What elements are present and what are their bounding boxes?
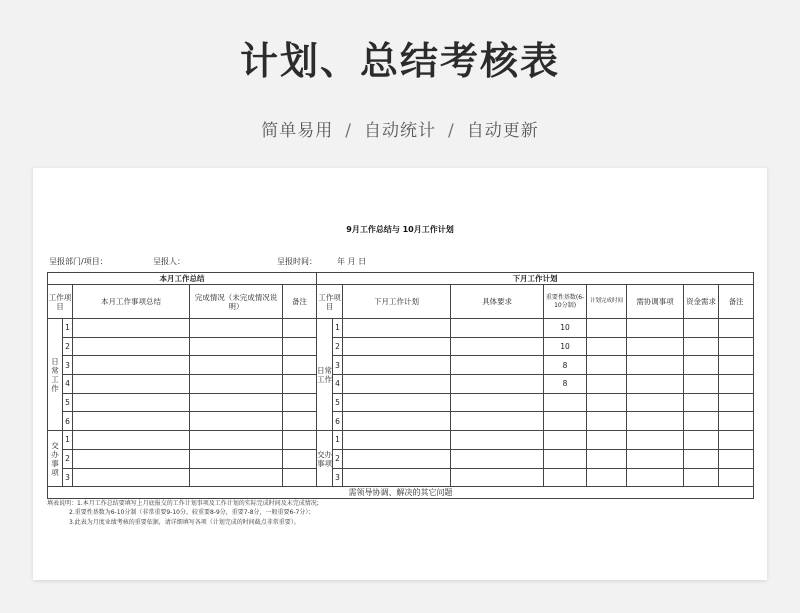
summary-cell[interactable] [73,412,190,431]
weight-cell[interactable] [544,412,587,431]
meta-department: 呈报部门/项目： [49,257,108,266]
completion-cell[interactable] [190,468,283,487]
weight-cell[interactable]: 8 [544,356,587,375]
row-number: 3 [63,468,73,487]
feature-tagline [0,116,800,141]
plan-cell[interactable] [343,375,451,394]
section-summary-header: 本月工作总结 [48,273,317,285]
remark-cell[interactable] [283,375,317,394]
meta-reporter: 呈报人： [153,257,185,266]
requirement-cell[interactable] [451,337,544,356]
coordination-cell[interactable] [627,319,684,338]
col-remark-left: 备注 [283,285,317,319]
plan-time-cell[interactable] [587,431,627,450]
plan-time-cell[interactable] [587,468,627,487]
meta-date-fields: 年 月 日 [337,257,367,266]
requirement-cell[interactable] [451,412,544,431]
coordination-cell[interactable] [627,337,684,356]
plan-time-cell[interactable] [587,319,627,338]
row-number: 4 [63,375,73,394]
funding-cell[interactable] [684,319,719,338]
weight-cell[interactable]: 10 [544,337,587,356]
requirement-cell[interactable] [451,468,544,487]
plan-cell[interactable] [343,337,451,356]
funding-cell[interactable] [684,431,719,450]
funding-cell[interactable] [684,337,719,356]
feature-easy: 简单易用 [261,121,334,141]
note-line-1: 填表说明：1.本月工作总结要填写上月底报交的工作计划事项及工作计划的实际完成时间及未完成情况; [47,500,319,507]
funding-cell[interactable] [684,375,719,394]
weight-cell[interactable] [544,431,587,450]
meta-report-time: 呈报时间： [277,257,317,266]
plan-time-cell[interactable] [587,356,627,375]
remark-cell[interactable] [283,319,317,338]
col-remark-right: 备注 [719,285,754,319]
requirement-cell[interactable] [451,319,544,338]
table-row [48,412,754,431]
table-row [48,449,754,468]
requirement-cell[interactable] [451,375,544,394]
row-number: 4 [333,375,343,394]
summary-cell[interactable] [73,337,190,356]
group-assigned-right: 交办事项 [317,431,333,487]
coordination-cell[interactable] [627,393,684,412]
row-number: 2 [63,449,73,468]
weight-cell[interactable]: 8 [544,375,587,394]
feature-auto-update: 自动更新 [466,121,539,141]
funding-cell[interactable] [684,356,719,375]
remark-cell[interactable] [283,412,317,431]
completion-cell[interactable] [190,319,283,338]
remark-cell[interactable] [719,449,754,468]
remark-cell[interactable] [283,337,317,356]
remark-cell[interactable] [719,431,754,450]
weight-cell[interactable] [544,468,587,487]
row-number: 1 [333,319,343,338]
remark-cell[interactable] [283,356,317,375]
funding-cell[interactable] [684,393,719,412]
coordination-cell[interactable] [627,431,684,450]
plan-cell[interactable] [343,412,451,431]
summary-cell[interactable] [73,356,190,375]
plan-cell[interactable] [343,393,451,412]
row-number: 6 [333,412,343,431]
remark-cell[interactable] [283,468,317,487]
weight-cell[interactable] [544,449,587,468]
row-number: 5 [333,393,343,412]
col-plan-time: 计划完成时间 [587,285,627,319]
completion-cell[interactable] [190,337,283,356]
completion-cell[interactable] [190,449,283,468]
col-coordination: 需协调事项 [627,285,684,319]
completion-cell[interactable] [190,412,283,431]
table-row [48,393,754,412]
remark-cell[interactable] [719,319,754,338]
document-sheet [33,168,767,580]
completion-cell[interactable] [190,356,283,375]
feature-auto-stats: 自动统计 [364,121,436,141]
plan-cell[interactable] [343,468,451,487]
col-completion: 完成情况（未完成情况说明） [190,285,283,319]
col-weight: 重要性基数(6-10分制) [544,285,587,319]
summary-cell[interactable] [73,468,190,487]
table-row [48,431,754,450]
coordination-cell[interactable] [627,449,684,468]
table-row [48,375,754,394]
weight-cell[interactable] [544,393,587,412]
row-number: 1 [63,431,73,450]
remark-cell[interactable] [283,431,317,450]
plan-time-cell[interactable] [587,393,627,412]
row-number: 6 [63,412,73,431]
row-number: 2 [63,337,73,356]
plan-cell[interactable] [343,449,451,468]
row-number: 3 [333,468,343,487]
section-plan-header: 下月工作计划 [317,273,754,285]
remark-cell[interactable] [719,337,754,356]
col-work-item: 工作项目 [48,285,73,319]
requirement-cell[interactable] [451,356,544,375]
row-number: 1 [63,319,73,338]
remark-cell[interactable] [283,393,317,412]
coordination-cell[interactable] [627,356,684,375]
row-number: 2 [333,449,343,468]
remark-cell[interactable] [719,375,754,394]
note-line-2: 2.重要性基数为6-10分制（非常重要9-10分，较重要8-9分，重要7-8分，一般重要6-7分）； [69,509,315,517]
summary-cell[interactable] [73,431,190,450]
col-requirements: 具体要求 [451,285,544,319]
coordination-cell[interactable] [627,412,684,431]
separator: / [448,121,455,141]
plan-time-cell[interactable] [587,337,627,356]
requirement-cell[interactable] [451,431,544,450]
coordination-cell[interactable] [627,375,684,394]
funding-cell[interactable] [684,412,719,431]
footer-issues-row[interactable]: 需领导协调、解决的其它问题 [48,487,754,499]
funding-cell[interactable] [684,449,719,468]
remark-cell[interactable] [283,449,317,468]
summary-cell[interactable] [73,449,190,468]
table-row [48,356,754,375]
remark-cell[interactable] [719,356,754,375]
completion-cell[interactable] [190,375,283,394]
weight-cell[interactable]: 10 [544,319,587,338]
remark-cell[interactable] [719,412,754,431]
table-row [48,337,754,356]
table-row [48,468,754,487]
row-number: 1 [333,431,343,450]
row-number: 2 [333,337,343,356]
page-title: 计划、总结考核表 [239,39,560,83]
note-line-3: 3.此表为月度业绩考核的重要依据，请详细填写各项（计划完成的时间截点非常重要）。 [69,518,300,526]
row-number: 3 [63,356,73,375]
funding-cell[interactable] [684,468,719,487]
completion-cell[interactable] [190,393,283,412]
col-funding: 资金需求 [684,285,719,319]
requirement-cell[interactable] [451,449,544,468]
col-work-item-right: 工作项目 [317,285,343,319]
separator: / [345,121,352,141]
coordination-cell[interactable] [627,468,684,487]
completion-cell[interactable] [190,431,283,450]
requirement-cell[interactable] [451,393,544,412]
plan-time-cell[interactable] [587,449,627,468]
plan-cell[interactable] [343,319,451,338]
table-row [48,319,754,338]
group-daily-left: 日常工作 [48,319,63,431]
document-title: 9月工作总结与 10月工作计划 [346,225,454,234]
row-number: 3 [333,356,343,375]
group-daily-right: 日常工作 [317,319,333,431]
fill-instructions [47,499,319,527]
summary-cell[interactable] [73,375,190,394]
summary-cell[interactable] [73,393,190,412]
plan-time-cell[interactable] [587,375,627,394]
col-next-plan: 下月工作计划 [343,285,451,319]
col-month-summary: 本月工作事项总结 [73,285,190,319]
plan-summary-table [47,272,754,499]
remark-cell[interactable] [719,393,754,412]
remark-cell[interactable] [719,468,754,487]
summary-cell[interactable] [73,319,190,338]
plan-cell[interactable] [343,431,451,450]
row-number: 5 [63,393,73,412]
plan-time-cell[interactable] [587,412,627,431]
group-assigned-left: 交办事项 [48,431,63,487]
plan-cell[interactable] [343,356,451,375]
